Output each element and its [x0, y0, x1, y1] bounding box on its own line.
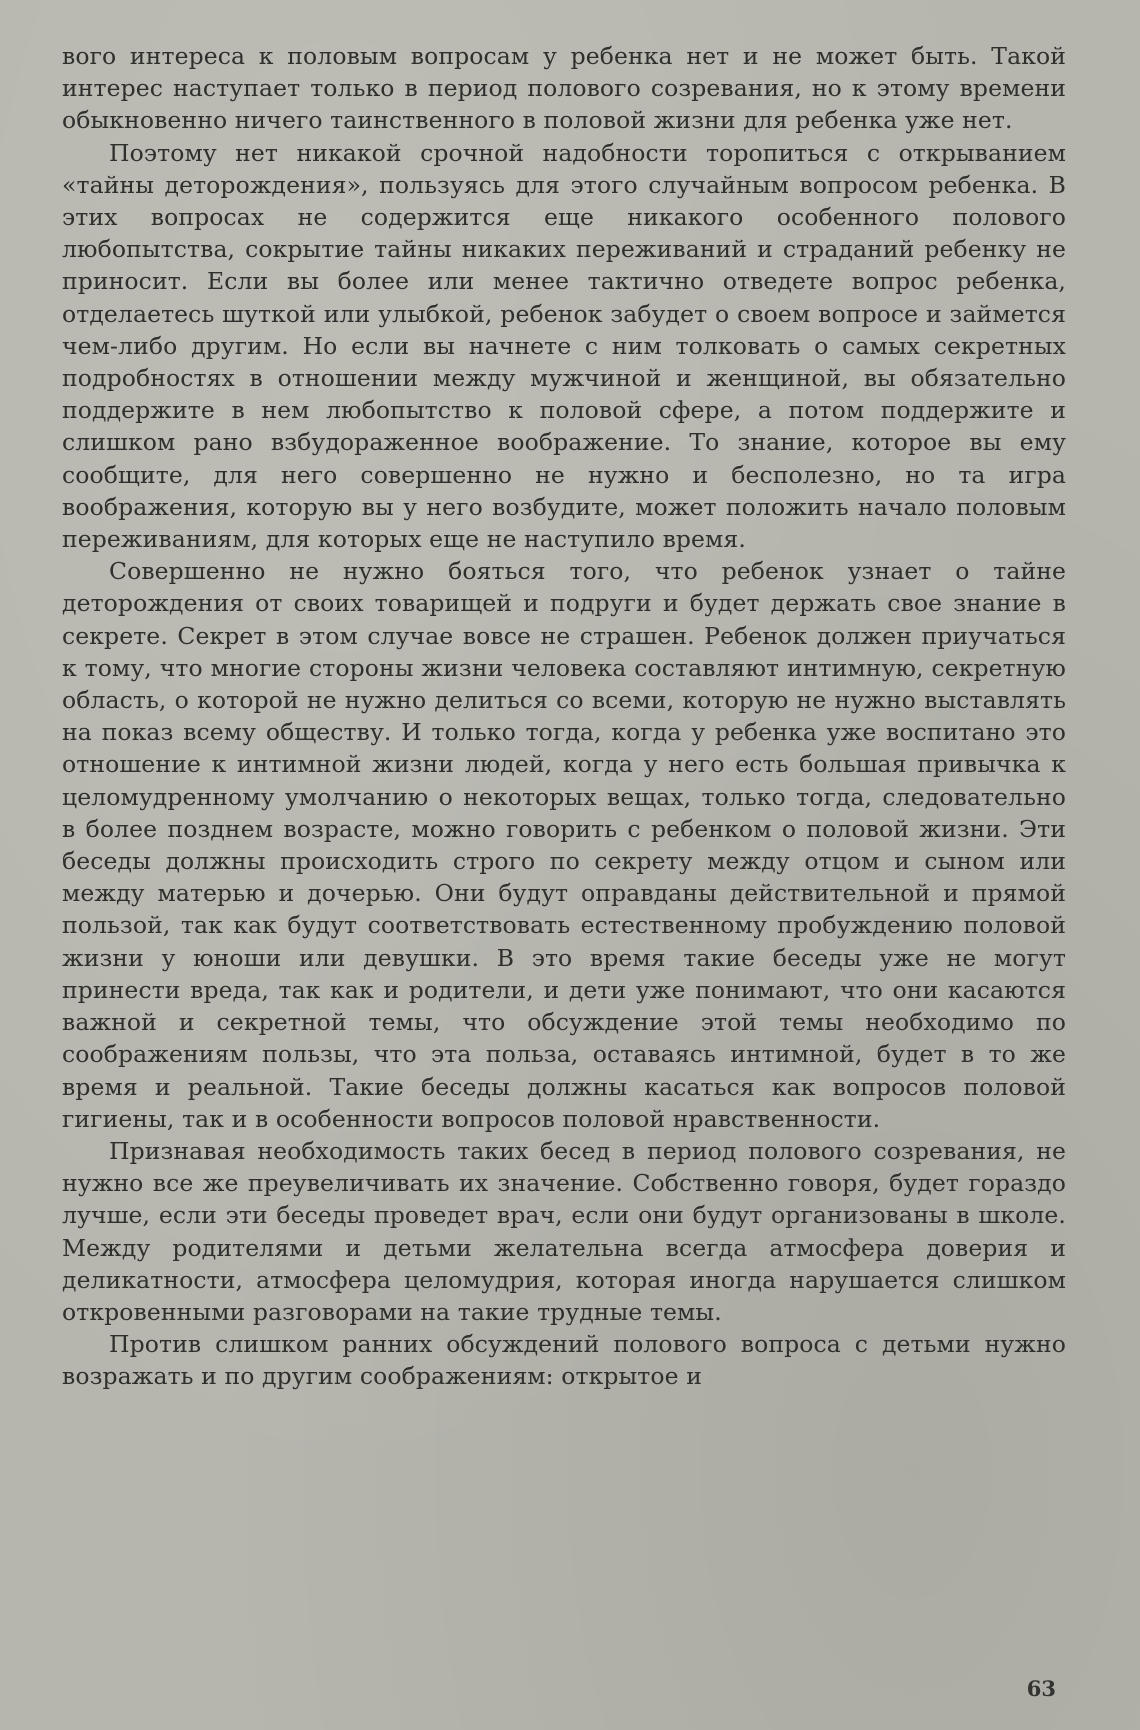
- paragraph-1: вого интереса к половым вопросам у ребенка нет и не может быть. Такой интерес наступает только в период полового созревания, но к этому времени обыкновенно ничего таинственного в половой жизни для ребенка уже нет.: [62, 42, 1066, 135]
- page-number: 63: [1026, 1676, 1056, 1701]
- body-text: [62, 40, 1066, 1393]
- paragraph-3: Совершенно не нужно бояться того, что ребенок узнает о тайне деторождения от своих товарищей и подруги и будет держать свое знание в секрете. Секрет в этом случае вовсе не страшен. Ребенок должен приучаться к тому, что многие стороны жизни человека составляют интимную, секретную область, о которой не нужно делиться со всеми, которую не нужно выставлять на показ всему обществу. И только тогда, когда у ребенка уже воспитано это отношение к интимной жизни людей, когда у него есть большая привычка к целомудренному умолчанию о некоторых вещах, только тогда, следовательно в более позднем возрасте, можно говорить с ребенком о половой жизни. Эти беседы должны происходить строго по секрету между отцом и сыном или между матерью и дочерью. Они будут оправданы действительной и прямой пользой, так как будут соответствовать естественному пробуждению половой жизни у юноши или девушки. В это время такие беседы уже не могут принести вреда, так как и родители, и дети уже понимают, что они касаются важной и секретной темы, что обсуждение этой темы необходимо по соображениям пользы, что эта польза, оставаясь интимной, будет в то же время и реальной. Такие беседы должны касаться как вопросов половой гигиены, так и в особенности вопросов половой нравственности.: [62, 557, 1066, 1133]
- paragraph-4: Признавая необходимость таких бесед в период полового созревания, не нужно все же преувеличивать их значение. Собственно говоря, будет гораздо лучше, если эти беседы проведет врач, если они будут организованы в школе. Между родителями и детьми желательна всегда атмосфера доверия и деликатности, атмосфера целомудрия, которая иногда нарушается слишком откровенными разговорами на такие трудные темы.: [62, 1136, 1066, 1326]
- paragraph-5: Против слишком ранних обсуждений полового вопроса с детьми нужно возражать и по другим соображениям: открытое и: [62, 1330, 1066, 1391]
- paragraph-2: Поэтому нет никакой срочной надобности торопиться с открыванием «тайны деторождения», пользуясь для этого случайным вопросом ребенка. В этих вопросах не содержится еще никакого особенного полового любопытства, сокрытие тайны никаких переживаний и страданий ребенку не приносит. Если вы более или менее тактично отведете вопрос ребенка, отделаетесь шуткой или улыбкой, ребенок забудет о своем вопросе и займется чем-либо другим. Но если вы начнете с ним толковать о самых секретных подробностях в отношении между мужчиной и женщиной, вы обязательно поддержите в нем любопытство к половой сфере, а потом поддержите и слишком рано взбудораженное воображение. То знание, которое вы ему сообщите, для него совершенно не нужно и бесполезно, но та игра воображения, которую вы у него возбудите, может положить начало половым переживаниям, для которых еще не наступило время.: [62, 138, 1066, 554]
